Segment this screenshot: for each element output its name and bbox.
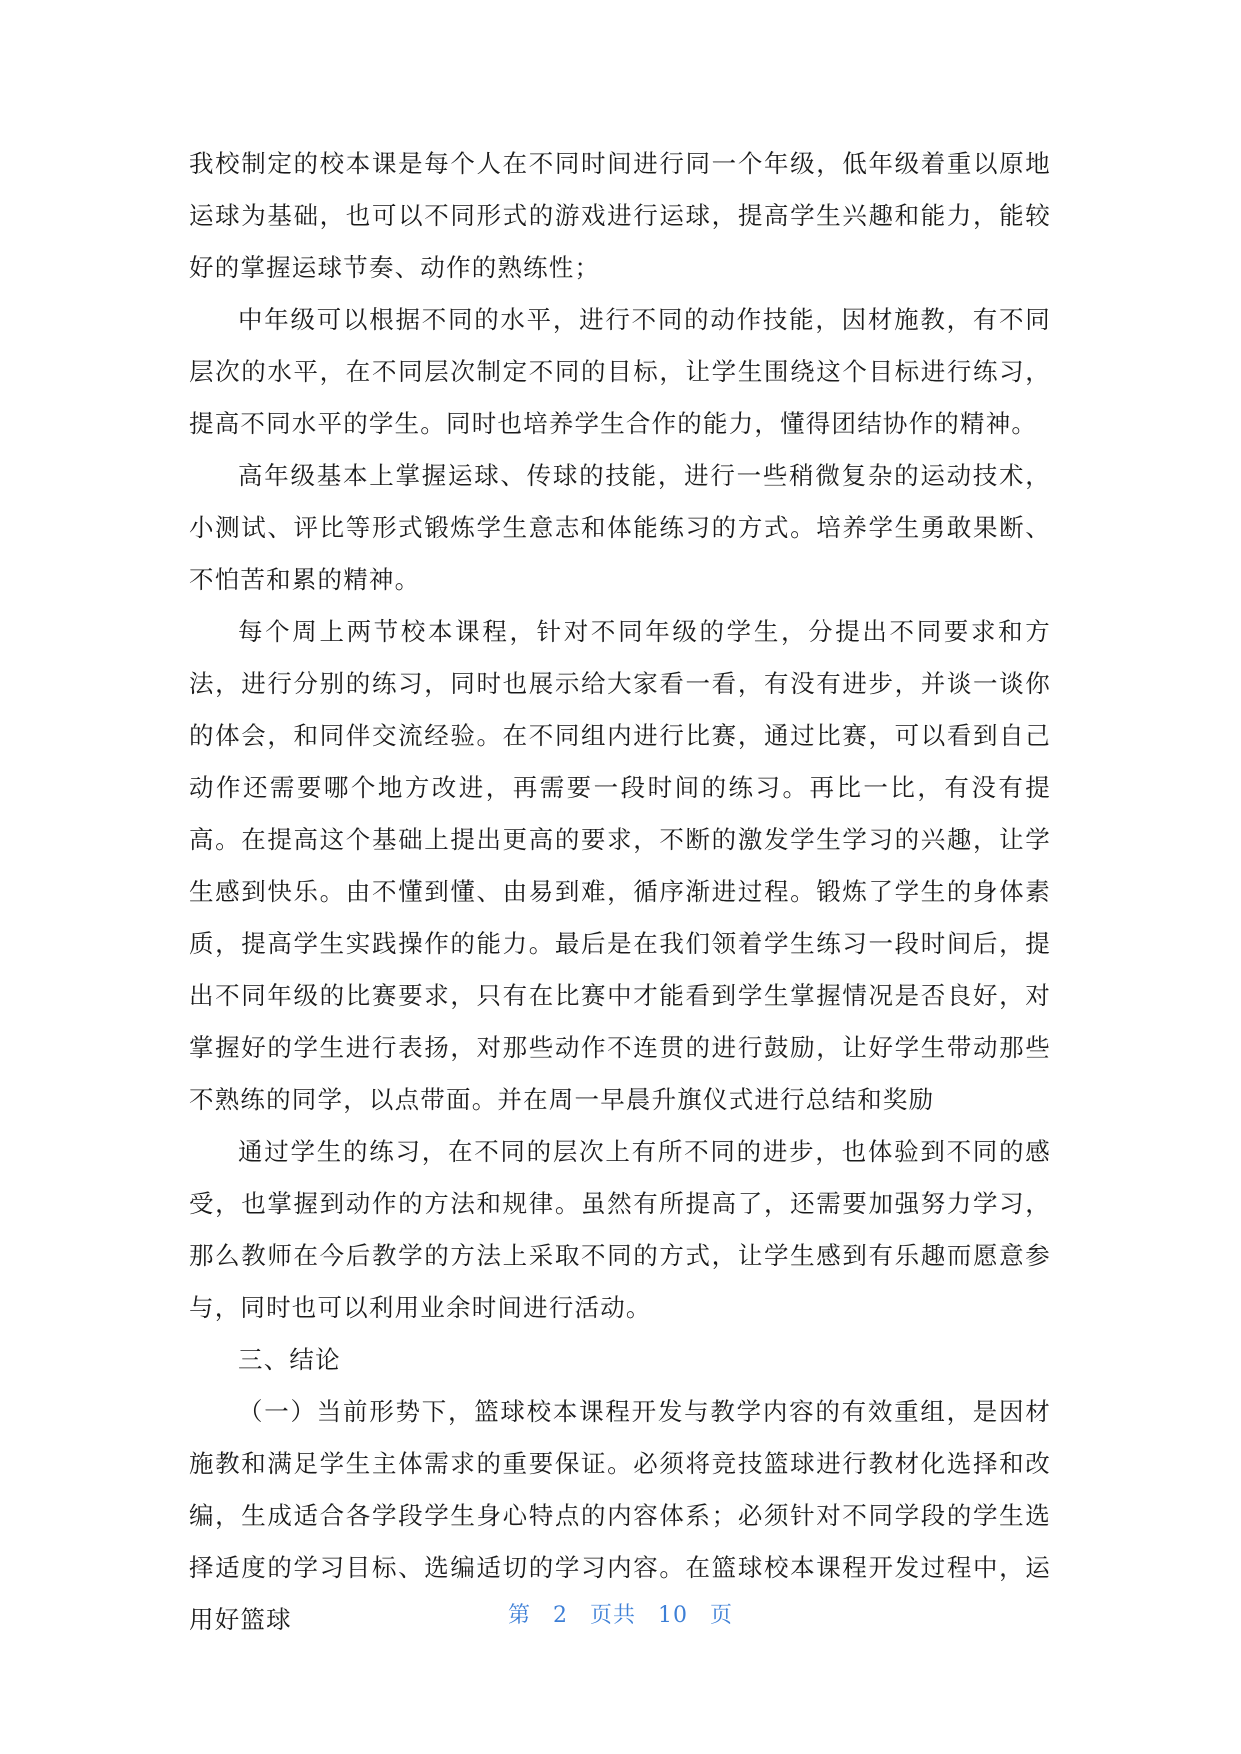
paragraph-weekly-course: 每个周上两节校本课程，针对不同年级的学生，分提出不同要求和方法，进行分别的练习，同时也展示给大家看一看，有没有进步，并谈一谈你的体会，和同伴交流经验。在不同组内进行比赛，通过比赛，可以看到自己动作还需要哪个地方改进，再需要一段时间的练习。再比一比，有没有提高。在提高这个基础上提出更高的要求，不断的激发学生学习的兴趣，让学生感到快乐。由不懂到懂、由易到难，循序渐进过程。锻炼了学生的身体素质，提高学生实践操作的能力。最后是在我们领着学生练习一段时间后，提出不同年级的比赛要求，只有在比赛中才能看到学生掌握情况是否良好，对掌握好的学生进行表扬，对那些动作不连贯的进行鼓励，让好学生带动那些不熟练的同学，以点带面。并在周一早晨升旗仪式进行总结和奖励 [189, 617, 1051, 1114]
document-body [189, 138, 1051, 1646]
footer-current-page: 2 [552, 1603, 568, 1628]
footer-label-middle: 页共 [589, 1603, 636, 1628]
paragraph-conclusion-1: （一）当前形势下，篮球校本课程开发与教学内容的有效重组，是因材施教和满足学生主体需求的重要保证。必须将竞技篮球进行教材化选择和改编，生成适合各学段学生身心特点的内容体系；必须针对不同学段的学生选择适度的学习目标、选编适切的学习内容。在篮球校本课程开发过程中，运用好篮球 [189, 1397, 1051, 1634]
section-heading-conclusion: 三、结论 [238, 1345, 341, 1374]
paragraph-middle-grade: 中年级可以根据不同的水平，进行不同的动作技能，因材施教，有不同层次的水平，在不同层次制定不同的目标，让学生围绕这个目标进行练习，提高不同水平的学生。同时也培养学生合作的能力，懂得团结协作的精神。 [189, 305, 1051, 438]
footer-total-pages: 10 [658, 1603, 688, 1628]
footer-label-suffix: 页 [710, 1603, 734, 1628]
paragraph-high-grade: 高年级基本上掌握运球、传球的技能，进行一些稍微复杂的运动技术，小测试、评比等形式锻炼学生意志和体能练习的方式。培养学生勇敢果断、不怕苦和累的精神。 [189, 461, 1051, 594]
paragraph-practice-results: 通过学生的练习，在不同的层次上有所不同的进步，也体验到不同的感受，也掌握到动作的方法和规律。虽然有所提高了，还需要加强努力学习，那么教师在今后教学的方法上采取不同的方式，让学生感到有乐趣而愿意参与，同时也可以利用业余时间进行活动。 [189, 1137, 1051, 1322]
page-number-footer [0, 1598, 1241, 1629]
footer-label-prefix: 第 [507, 1603, 531, 1628]
paragraph-low-grade: 我校制定的校本课是每个人在不同时间进行同一个年级，低年级着重以原地运球为基础，也可以不同形式的游戏进行运球，提高学生兴趣和能力，能较好的掌握运球节奏、动作的熟练性； [189, 149, 1051, 282]
